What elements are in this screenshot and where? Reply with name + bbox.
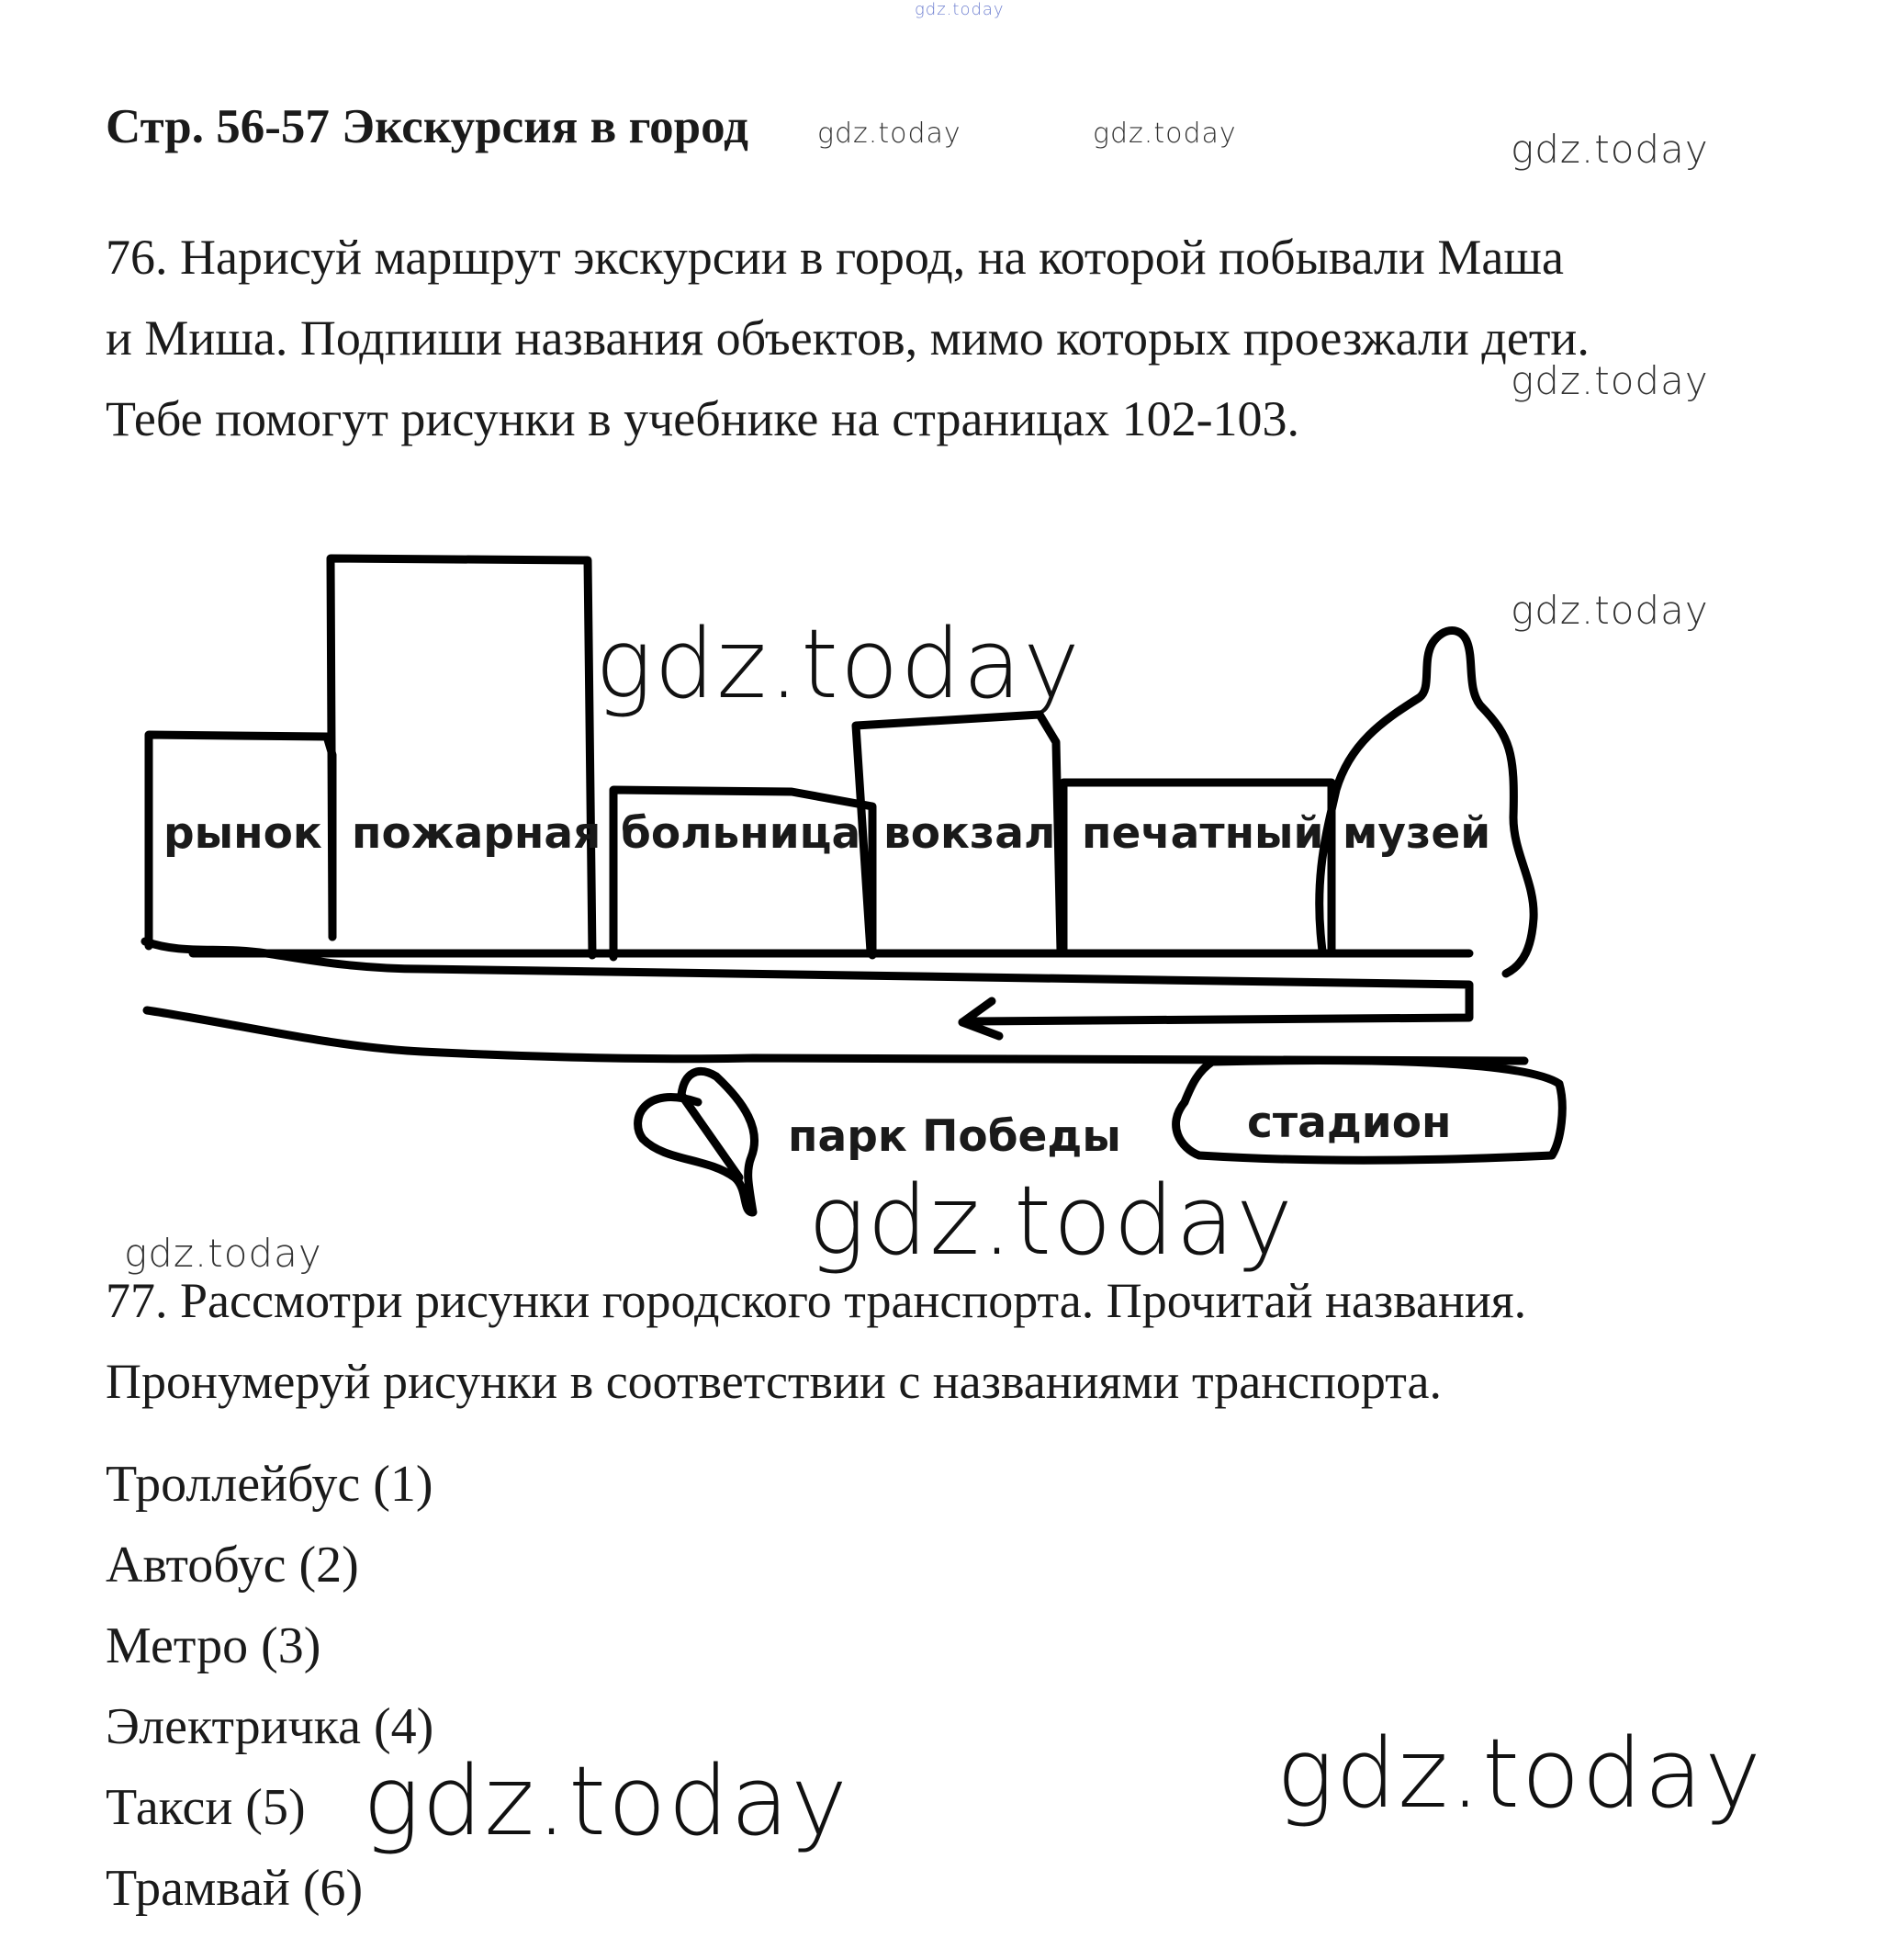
park-label: парк Победы [788,1111,1121,1162]
watermark: gdz.today [1511,358,1709,403]
building-label-museum: музей [1343,808,1491,859]
watermark: gdz.today [595,608,1082,720]
watermark: gdz.today [817,118,961,150]
list-item: Трамвай (6) [106,1860,364,1917]
task-76-text [106,217,1759,459]
building-label-fire-station: пожарная [352,808,601,859]
park-tree [638,1071,755,1212]
watermark: gdz.today [1511,588,1709,633]
stadium-label: стадион [1247,1098,1452,1148]
task-76-line: и Миша. Подпиши названия объектов, мимо которых проезжали дети. [106,310,1590,366]
route-diagram [0,514,1888,1231]
watermark-top: gdz.today [915,0,1005,19]
transport-list [106,1444,433,1929]
list-item: Электричка (4) [106,1698,434,1755]
fire-station-outline [331,558,592,955]
task-76-line: 76. Нарисуй маршрут экскурсии в город, на которой побывали Маша [106,230,1564,285]
building-label-market: рынок [163,808,322,859]
building-label-station: вокзал [883,808,1056,859]
page-title: Стр. 56-57 Экскурсия в город [106,100,748,153]
task-77-line: Пронумеруй рисунки в соответствии с названиями транспорта. [106,1354,1442,1409]
watermark: gdz.today [124,1231,322,1276]
building-label-hospital: больница [621,808,861,859]
building-label-printing: печатный [1082,808,1324,859]
list-item: Такси (5) [106,1779,306,1836]
museum-outline [1320,631,1534,974]
watermark: gdz.today [808,1165,1295,1277]
watermark: gdz.today [363,1745,849,1857]
watermark: gdz.today [1093,118,1237,150]
task-77-line: 77. Рассмотри рисунки городского транспорта. Прочитай названия. [106,1273,1527,1328]
watermark: gdz.today [1511,127,1709,172]
task-77-text [106,1260,1759,1422]
list-item: Метро (3) [106,1617,321,1674]
list-item: Троллейбус (1) [106,1456,433,1513]
list-item: Автобус (2) [106,1537,359,1594]
watermark: gdz.today [1276,1718,1763,1830]
task-76-line: Тебе помогут рисунки в учебнике на страницах 102-103. [106,391,1300,446]
